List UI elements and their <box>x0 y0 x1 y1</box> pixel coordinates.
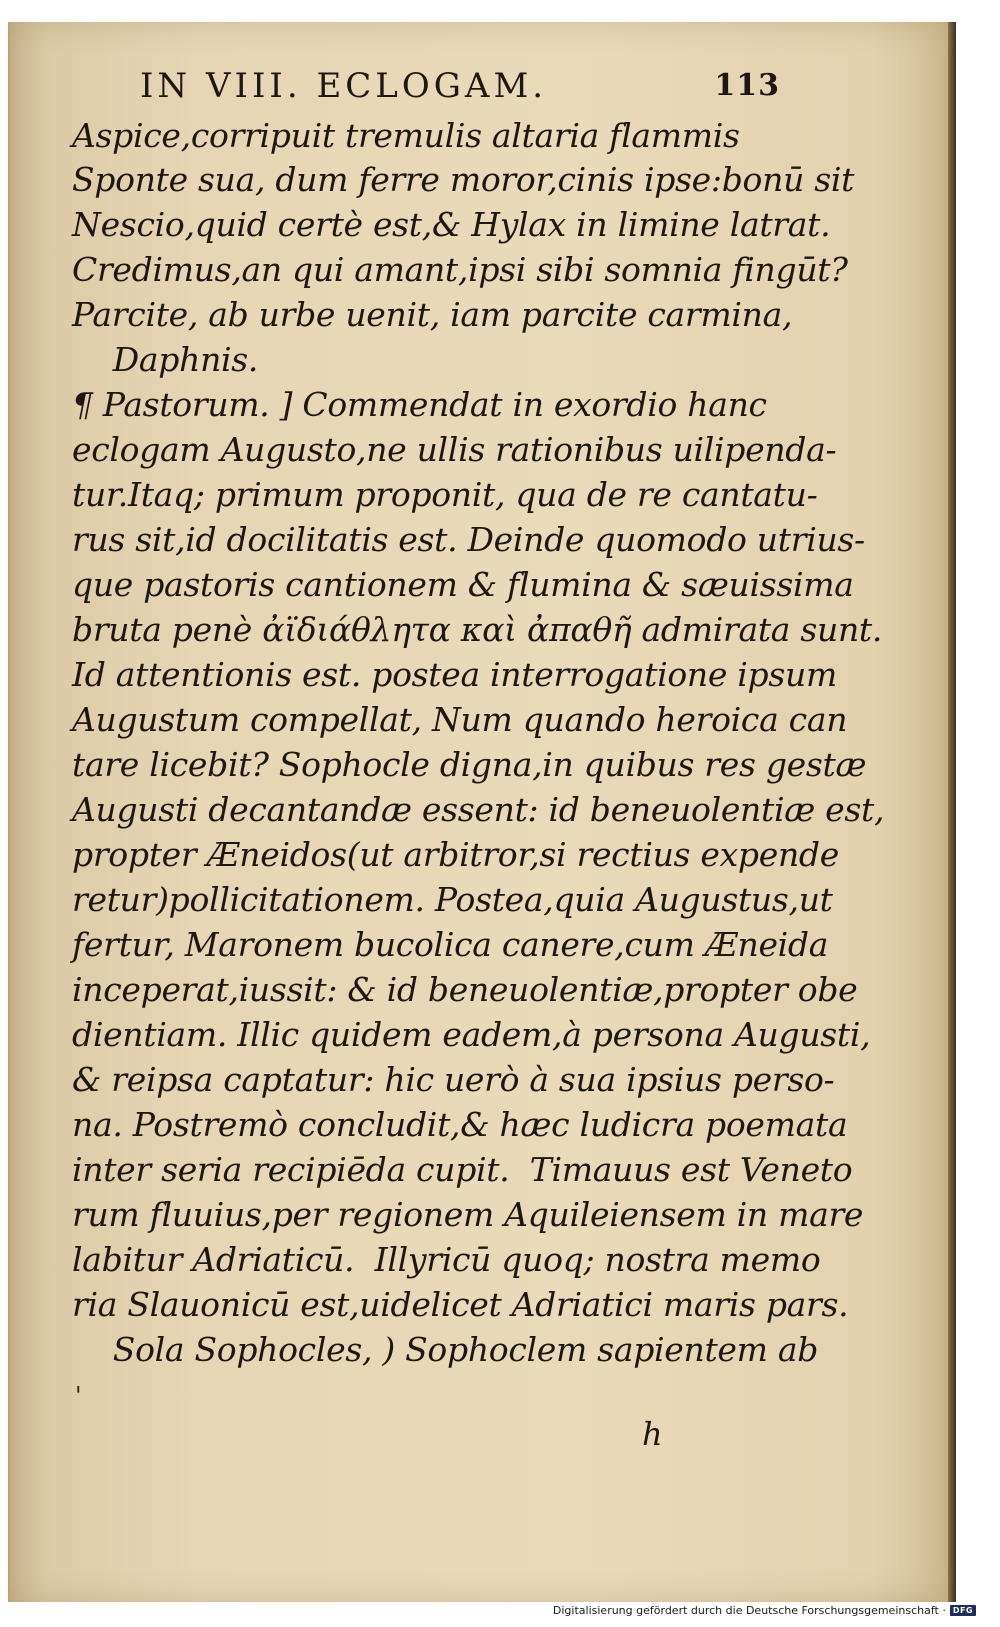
running-header <box>140 66 780 110</box>
running-head-title: IN VIII. ECLOGAM. <box>140 66 548 106</box>
text-line: inceperat,iussit: & id beneuolentiæ,propter obe <box>72 970 858 1009</box>
text-line: Credimus,an qui amant,ipsi sibi somnia fingūt? <box>72 250 848 289</box>
dfg-logo-icon: DFG <box>950 1605 976 1616</box>
text-line: dientiam. Illic quidem eadem,à persona Augusti, <box>72 1015 871 1054</box>
text-line: Id attentionis est. postea interrogatione ipsum <box>72 655 837 694</box>
text-line: que pastoris cantionem & flumina & sæuissima <box>72 565 854 604</box>
text-line: Aspice,corripuit tremulis altaria flammis <box>72 116 740 155</box>
text-line: Daphnis. <box>72 340 259 379</box>
text-line: bruta penè ἀϊδιάθλητα καὶ ἀπαθῆ admirata sunt. <box>72 610 883 649</box>
text-line: Augustum compellat, Num quando heroica can <box>72 700 848 739</box>
text-line: eclogam Augusto,ne ullis rationibus uilipenda- <box>72 430 837 469</box>
page-number: 113 <box>714 68 780 103</box>
text-line: ria Slauonicū est,uidelicet Adriatici maris pars. <box>72 1285 849 1324</box>
text-line: Nescio,quid certè est,& Hylax in limine latrat. <box>72 205 831 244</box>
text-line: na. Postremò concludit,& hæc ludicra poemata <box>72 1105 848 1144</box>
text-line: fertur, Maronem bucolica canere,cum Æneida <box>72 925 829 964</box>
text-line: rum fluuius,per regionem Aquileiensem in mare <box>72 1195 864 1234</box>
text-line: propter Æneidos(ut arbitror,si rectius expende <box>72 835 839 874</box>
text-line: tare licebit? Sophocle digna,in quibus res gestæ <box>72 745 867 784</box>
text-line: inter seria recipiēda cupit. Timauus est Veneto <box>72 1150 853 1189</box>
text-line: & reipsa captatur: hic uerò à sua ipsius perso- <box>72 1060 835 1099</box>
text-line: retur)pollicitationem. Postea,quia Augustus,ut <box>72 880 833 919</box>
text-line: Sola Sophocles, ) Sophoclem sapientem ab <box>72 1330 819 1369</box>
text-line: Parcite, ab urbe uenit, iam parcite carmina, <box>72 295 793 334</box>
text-line: Augusti decantandæ essent: id beneuolentiæ est, <box>72 790 885 829</box>
text-line: tur.Itaq; primum proponit, qua de re cantatu- <box>72 475 818 514</box>
digitization-credit <box>553 1604 976 1617</box>
catchword: h <box>642 1415 663 1453</box>
text-line: Sponte sua, dum ferre moror,cinis ipse:bonū sit <box>72 160 855 199</box>
text-line: labitur Adriaticū. Illyricū quoq; nostra memo <box>72 1240 821 1279</box>
stray-ink-mark: ' <box>75 1382 82 1410</box>
text-line: ¶ Pastorum. ] Commendat in exordio hanc <box>72 385 767 424</box>
text-line: rus sit,id docilitatis est. Deinde quomodo utrius- <box>72 520 865 559</box>
credit-text: Digitalisierung gefördert durch die Deutsche Forschungsgemeinschaft · <box>552 1604 946 1617</box>
